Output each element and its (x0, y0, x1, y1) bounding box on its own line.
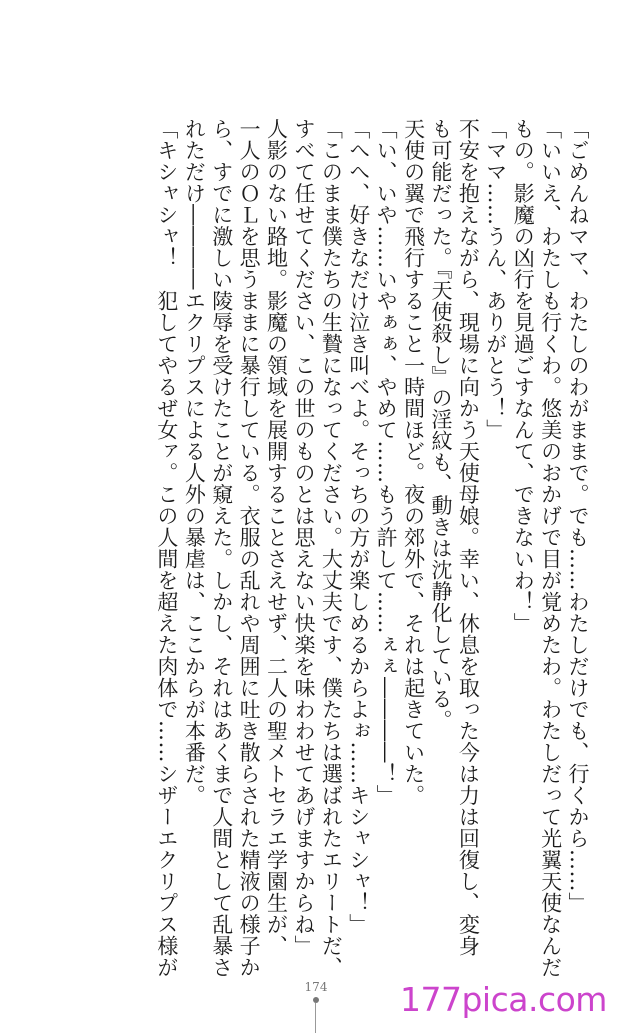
text-line: 「キシャシャ！ 犯してやるぜ女ァ。この人間を超えた肉体で……シザーエクリプス様が (154, 118, 179, 978)
text-line: 「ママ……うん、ありがとう！」 (483, 118, 508, 441)
text-line: 「ごめんねママ、わたしのわがままで。でも……わたしだけでも、行くから……」 (566, 118, 590, 914)
marker-stem (315, 1003, 316, 1033)
text-line: 天使の翼で飛行すること一時間ほど。夜の郊外で、それは起きていた。 (401, 118, 426, 806)
text-line: 「このまま僕たちの生贄になってください。大丈夫です、僕たちは選ばれたエリートだ、 (319, 118, 344, 978)
text-line: 「いいえ、わたしも行くわ。悠美のおかげで目が覚めたわ。わたしだって光翼天使なんだ (538, 118, 563, 978)
page-number: 174 (304, 980, 328, 994)
text-line: もの。影魔の凶行を見過ごすなんて、できないわ！」 (511, 118, 536, 634)
text-line: 一人のＯＬを思うままに暴行している。衣服の乱れや周囲に吐き散らされた精液の様子か (237, 118, 262, 978)
text-line: ら、すでに激しい陵辱を受けたことが窺えた。しかし、それはあくまで人間として乱暴さ (209, 118, 234, 978)
text-line: 「へへ、好きなだけ泣き叫べよ。そっちの方が楽しめるからよぉ……キシャシャ！」 (346, 118, 371, 935)
page-marker-icon (313, 997, 319, 1033)
text-line: れただけ――――エクリプスによる人外の暴虐は、ここからが本番だ。 (182, 118, 207, 806)
text-line: も可能だった。『天使殺し』の淫紋も、動きは沈静化している。 (428, 118, 453, 731)
watermark: 177pica.com (400, 980, 607, 1019)
marker-dot (313, 997, 319, 1003)
text-line: 不安を抱えながら、現場に向かう天使母娘。幸い、休息を取った今は力は回復し、変身 (456, 118, 481, 957)
text-line: すべて任せてください、この世のものとは思えない快楽を味わわせてあげますからね」 (291, 118, 316, 957)
text-line: 人影のない路地。影魔の領域を展開することさえせず、二人の聖メトセラエ学園生が、 (264, 118, 289, 957)
vertical-text-block (153, 118, 592, 978)
text-line: 「い、いや……いやぁぁ、やめて……もう許して……ぇぇ――――！」 (374, 118, 399, 806)
